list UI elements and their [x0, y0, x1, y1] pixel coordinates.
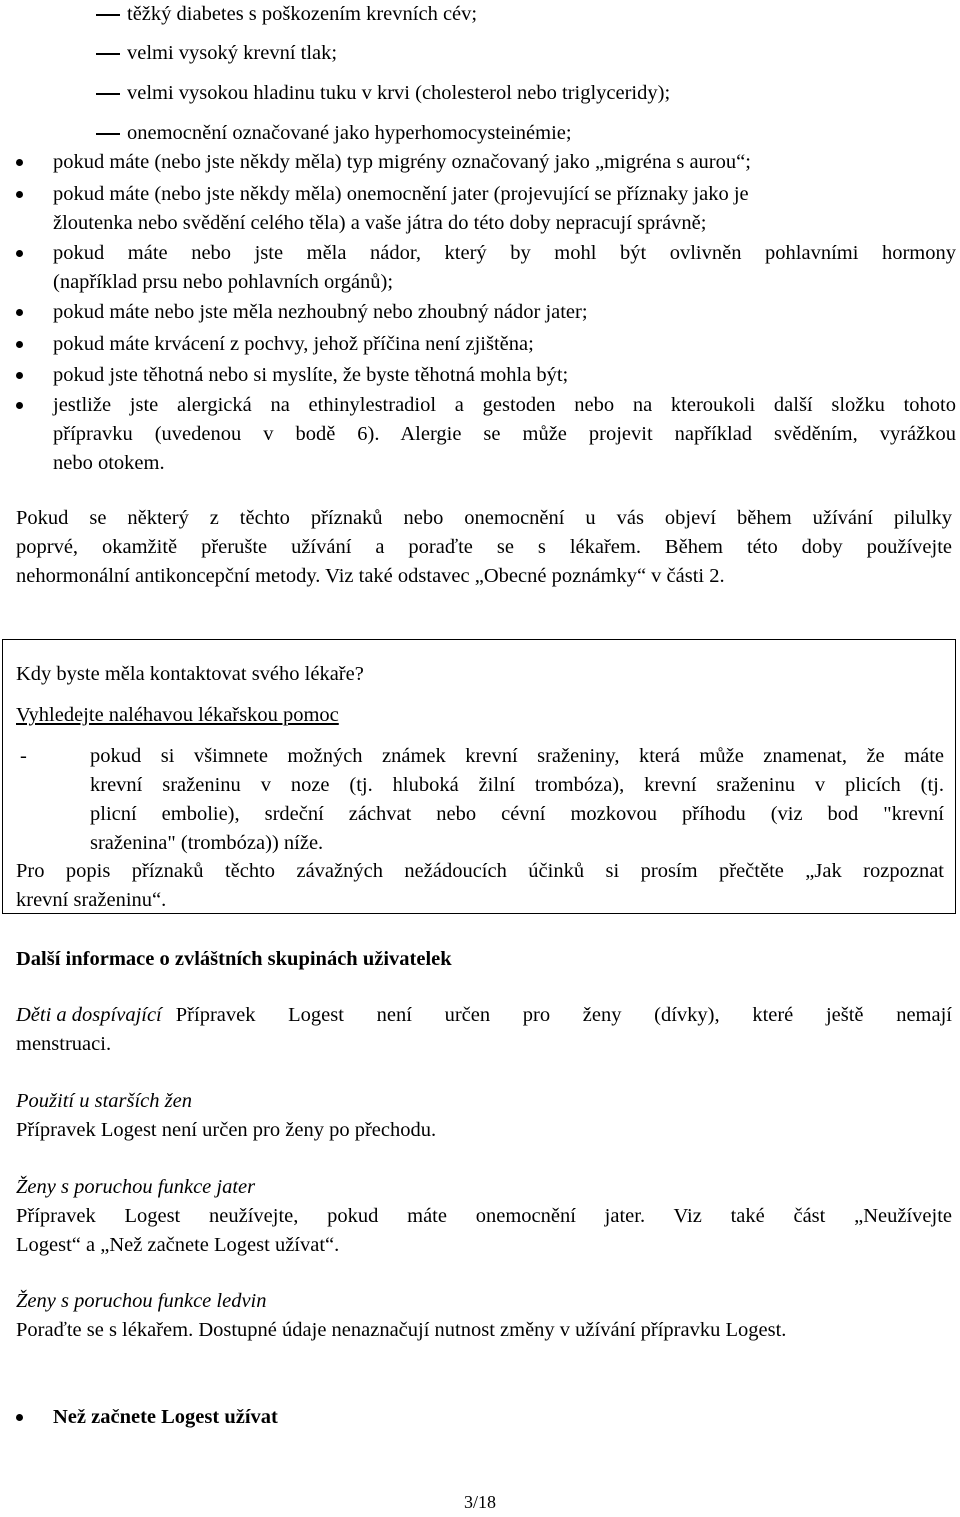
dash-marker: [96, 14, 120, 16]
bullet-text-line: pokud máte krvácení z pochvy, jehož příčina není zjištěna;: [53, 333, 534, 355]
dash-item-text: onemocnění označované jako hyperhomocysteinémie;: [127, 122, 572, 144]
bullet-icon: [16, 372, 23, 379]
box-note: [16, 857, 944, 915]
liver-text-line: Přípravek Logest neužívejte, pokud máte onemocnění jater. Viz také část „Neužívejte: [16, 1205, 952, 1227]
bullet-text-line: nebo otokem.: [53, 452, 165, 474]
box-dash-line: pokud si všimnete možných známek krevní sraženiny, která může znamenat, že máte: [90, 745, 944, 767]
kidney-heading: Ženy s poruchou funkce ledvin: [16, 1290, 267, 1312]
box-dash-line: krevní sraženinu v noze (tj. hluboká žilní trombóza), krevní sraženinu v plicích (tj.: [90, 774, 944, 796]
box-title: Kdy byste měla kontaktovat svého lékaře?: [16, 663, 364, 685]
warning-paragraph: [16, 504, 952, 591]
bullet-text-line: pokud jste těhotná nebo si myslíte, že byste těhotná mohla být;: [53, 364, 569, 386]
children-text-line: menstruaci.: [16, 1033, 112, 1055]
bullet-icon: [16, 191, 23, 198]
box-dash-line: plicní embolie), srdeční záchvat nebo cévní mozkovou příhodu (viz bod "krevní: [90, 803, 944, 825]
dash-marker: [96, 53, 120, 55]
bullet-text-line: žloutenka nebo svědění celého těla) a vaše játra do této doby nepracují správně;: [53, 212, 707, 234]
paragraph-line: nehormonální antikoncepční metody. Viz také odstavec „Obecné poznámky“ v části 2.: [16, 565, 725, 587]
liver-heading: Ženy s poruchou funkce jater: [16, 1176, 256, 1198]
liver-paragraph: [16, 1202, 952, 1260]
paragraph-line: poprvé, okamžitě přerušte užívání a poraďte se s lékařem. Během této doby používejte: [16, 536, 952, 558]
children-label: Děti a dospívající: [16, 1004, 162, 1026]
bullet-text-line: přípravku (uvedenou v bodě 6). Alergie se může projevit například svěděním, vyrážkou: [53, 423, 956, 445]
dash-marker: [96, 93, 120, 95]
bullet-icon: [16, 159, 23, 166]
dash-item-text: těžký diabetes s poškozením krevních cév;: [127, 3, 478, 25]
children-text-line: Přípravek Logest není určen pro ženy (dívky), které ještě nemají: [175, 1004, 952, 1026]
paragraph-line: Pokud se některý z těchto příznaků nebo onemocnění u vás objeví během užívání pilulky: [16, 507, 952, 529]
box-note-line: krevní sraženinu“.: [16, 889, 167, 911]
dash-list-item: [82, 79, 902, 108]
kidney-text: Poraďte se s lékařem. Dostupné údaje nenaznačují nutnost změny v užívání přípravku Logest.: [16, 1319, 787, 1341]
box-subtitle: Vyhledejte naléhavou lékařskou pomoc: [16, 704, 339, 726]
bullet-text-line: pokud máte (nebo jste někdy měla) typ migrény označovaný jako „migréna s aurou“;: [53, 151, 751, 173]
bullet-text-line: (například prsu nebo pohlavních orgánů);: [53, 271, 394, 293]
bullet-text-line: jestliže jste alergická na ethinylestradiol a gestoden nebo na kteroukoli další složku tohoto: [53, 394, 956, 416]
dash-list-item: [82, 119, 902, 148]
box-dash-item: [90, 742, 944, 858]
bullet-text-line: pokud máte (nebo jste někdy měla) onemocnění jater (projevující se příznaky jako je: [53, 183, 749, 205]
bullet-text-line: pokud máte nebo jste měla nádor, který by mohl být ovlivněn pohlavními hormony: [53, 242, 956, 264]
liver-text-line: Logest“ a „Než začnete Logest užívat“.: [16, 1234, 340, 1256]
elderly-heading: Použití u starších žen: [16, 1090, 192, 1112]
box-note-line: Pro popis příznaků těchto závažných nežádoucích účinků si prosím přečtěte „Jak rozpoznat: [16, 860, 944, 882]
bullet-text-line: pokud máte nebo jste měla nezhoubný nebo zhoubný nádor jater;: [53, 301, 588, 323]
dash-marker: [96, 133, 120, 135]
section-heading: Další informace o zvláštních skupinách uživatelek: [16, 948, 452, 970]
children-paragraph: [16, 1001, 952, 1059]
bullet-icon: [16, 1414, 23, 1421]
dash-list-item: [82, 39, 902, 68]
page-number: 3/18: [463, 1492, 496, 1512]
box-dash-line: sraženina" (trombóza)) níže.: [90, 832, 324, 854]
bullet-icon: [16, 309, 23, 316]
elderly-text: Přípravek Logest není určen pro ženy po přechodu.: [16, 1119, 437, 1141]
next-section-heading: Než začnete Logest užívat: [53, 1406, 278, 1428]
dash-item-text: velmi vysoký krevní tlak;: [127, 42, 338, 64]
dash-list-item: [82, 0, 902, 29]
dash-item-text: velmi vysokou hladinu tuku v krvi (cholesterol nebo triglyceridy);: [127, 82, 671, 104]
box-dash-marker: -: [20, 745, 27, 767]
bullet-icon: [16, 250, 23, 257]
bullet-icon: [16, 402, 23, 409]
bullet-icon: [16, 341, 23, 348]
